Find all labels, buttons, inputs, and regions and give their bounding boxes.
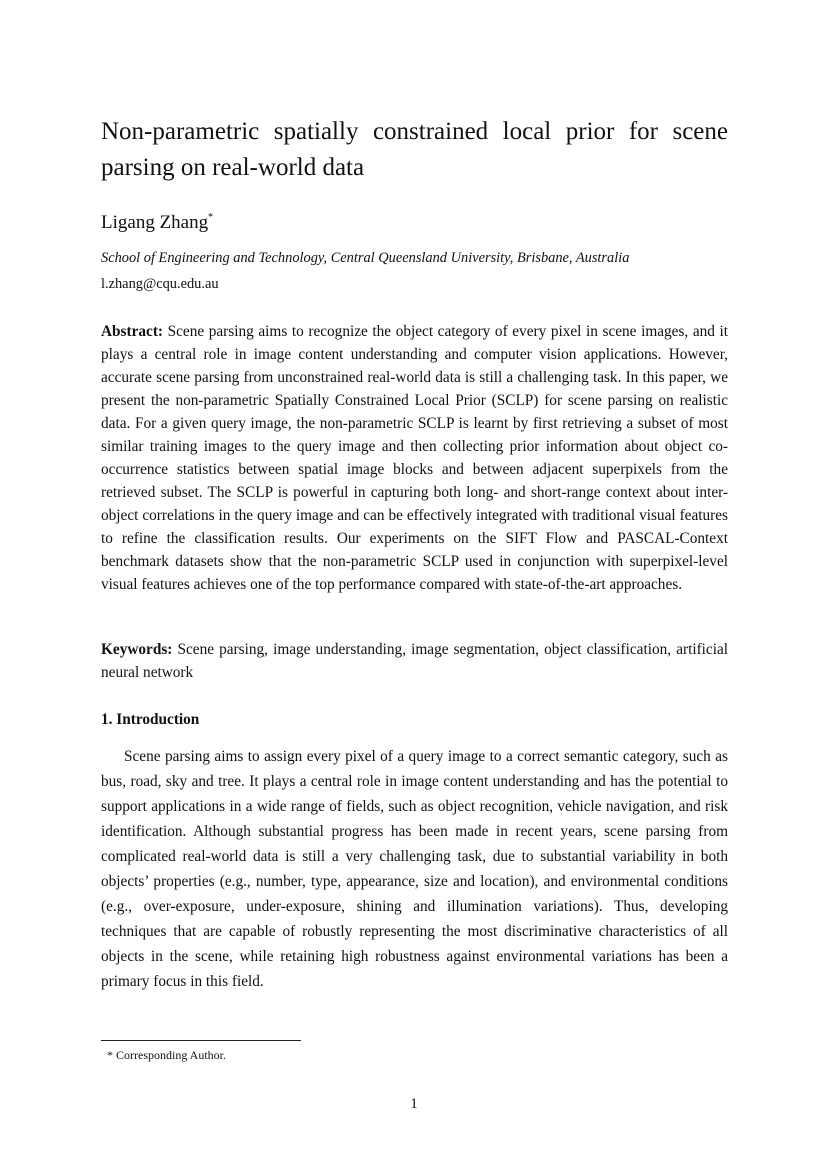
corresponding-author-mark: *	[208, 212, 214, 223]
author-affiliation: School of Engineering and Technology, Central Queensland University, Brisbane, Australia	[101, 250, 630, 266]
footnote: * Corresponding Author.	[107, 1048, 226, 1062]
section-heading-introduction: 1. Introduction	[101, 711, 200, 728]
footnote-divider	[101, 1040, 301, 1041]
author-line	[101, 206, 213, 235]
abstract-text: Scene parsing aims to recognize the object category of every pixel in scene images, and it plays a central role in image content understanding and computer vision applications. However, accurate scene parsing from unconstrained real-world data is still a challenging task. In this paper, we present the non-parametric Spatially Constrained Local Prior (SCLP) for scene parsing on realistic data. For a given query image, the non-parametric SCLP is learnt by first retrieving a subset of most similar training images to the query image and then collecting prior information about object co-occurrence statistics between spatial image blocks and between adjacent superpixels from the retrieved subset. The SCLP is powerful in capturing both long- and short-range context about inter-object correlations in the query image and can be effectively integrated with traditional visual features to refine the classification results. Our experiments on the SIFT Flow and PASCAL-Context benchmark datasets show that the non-parametric SCLP used in conjunction with superpixel-level visual features achieves one of the top performance compared with state-of-the-art approaches.	[101, 323, 728, 593]
abstract	[101, 320, 728, 596]
keywords-text: Scene parsing, image understanding, image segmentation, object classification, artificial neural network	[101, 641, 728, 681]
author-email: l.zhang@cqu.edu.au	[101, 276, 219, 292]
page-number: 1	[410, 1096, 418, 1112]
keywords-label: Keywords:	[101, 641, 173, 658]
abstract-label: Abstract:	[101, 323, 164, 340]
introduction-paragraph: Scene parsing aims to assign every pixel of a query image to a correct semantic category, such as bus, road, sky and tree. It plays a central role in image content understanding and has the potential to support applications in a wide range of fields, such as object recognition, vehicle navigation, and risk identification. Although substantial progress has been made in recent years, scene parsing from complicated real-world data is still a very challenging task, due to substantial variability in both objects’ properties (e.g., number, type, appearance, size and location), and environmental conditions (e.g., over-exposure, under-exposure, shining and illumination variations). Thus, developing techniques that are capable of robustly representing the most discriminative characteristics of all objects in the scene, while retaining high robustness against environmental variations has been a primary focus in this field.	[101, 748, 728, 990]
keywords	[101, 638, 728, 684]
author-name: Ligang Zhang	[101, 212, 209, 233]
paper-title: Non-parametric spatially constrained local prior for scene parsing on real-world data	[101, 118, 728, 181]
